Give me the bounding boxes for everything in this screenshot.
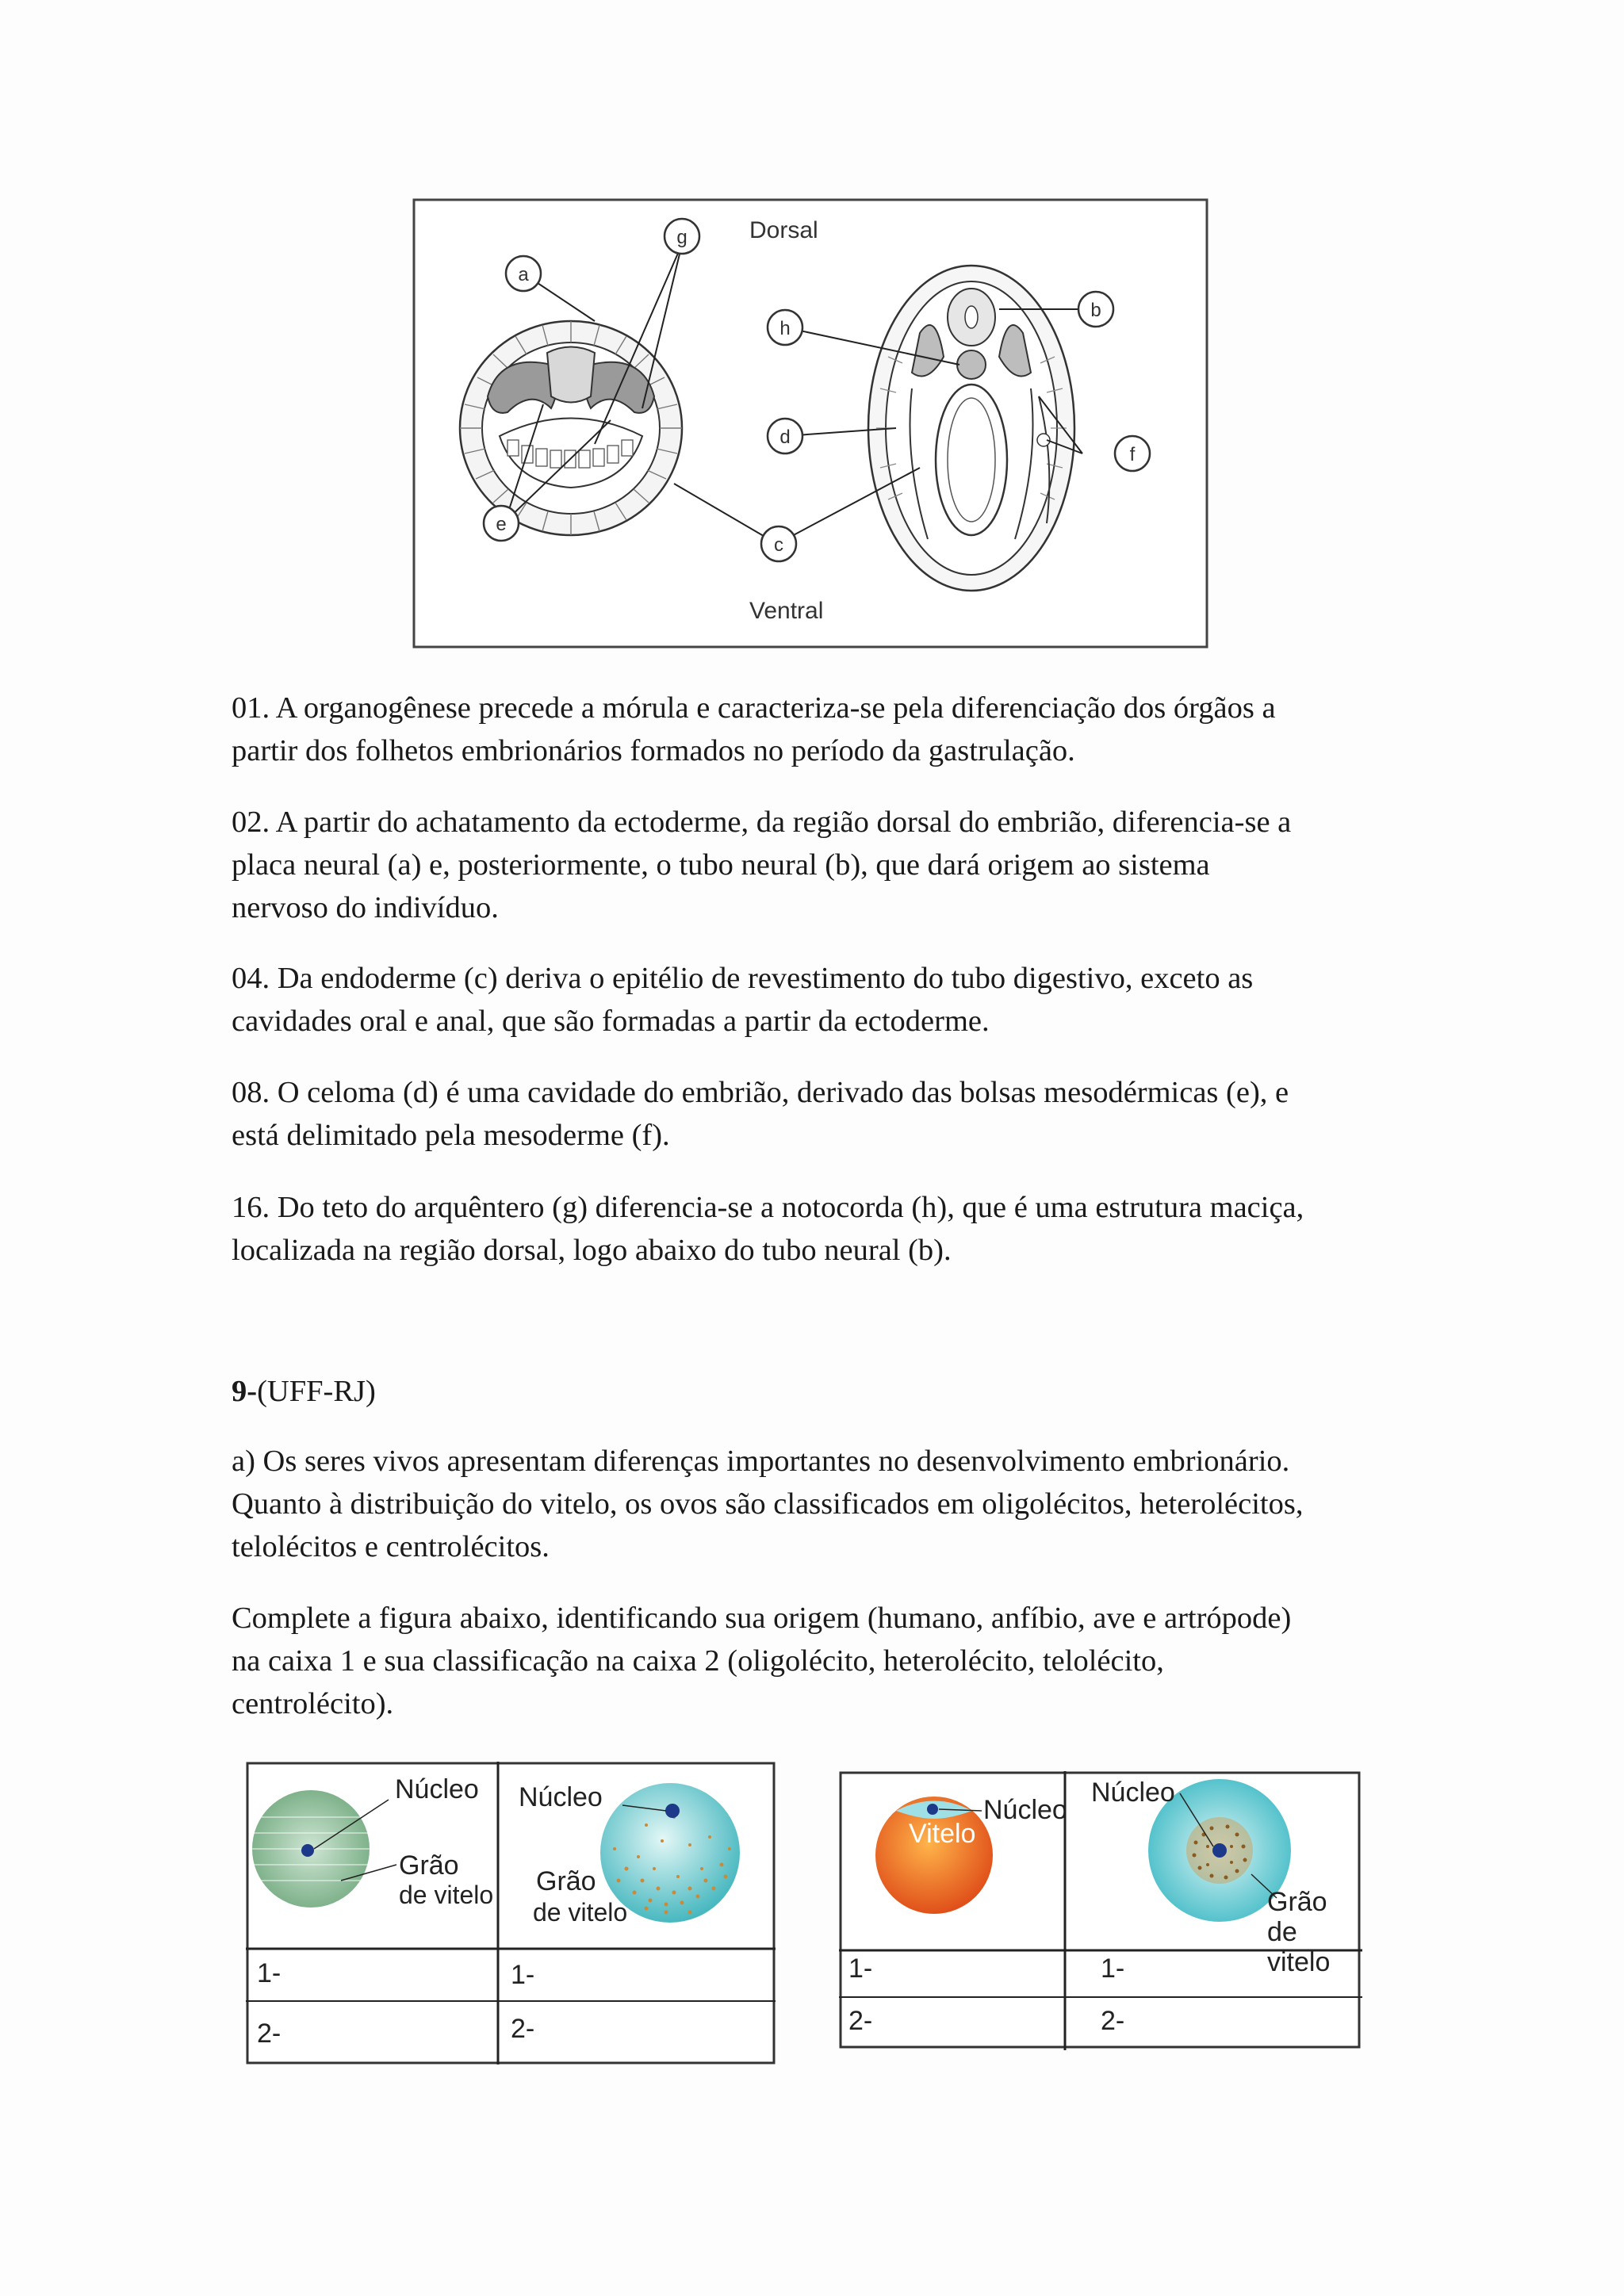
label-nucleo-4: Núcleo — [1091, 1777, 1175, 1808]
question-part-a — [232, 1440, 1405, 1568]
statement-02 — [232, 801, 1405, 929]
svg-text:h: h — [779, 318, 791, 339]
question-instruction — [232, 1597, 1405, 1725]
egg-telolecito-image — [875, 1797, 993, 1914]
part-a-line: a) Os seres vivos apresentam diferenças importantes no desenvolvimento embrionário. — [232, 1445, 1290, 1478]
statement-line: localizada na região dorsal, logo abaixo do tubo neural (b). — [232, 1234, 952, 1267]
svg-text:a: a — [518, 264, 529, 285]
label-nucleo-1: Núcleo — [395, 1774, 479, 1804]
statement-line: partir dos folhetos embrionários formados no período da gastrulação. — [232, 734, 1075, 767]
statement-line: 02. A partir do achatamento da ectoderme, da região dorsal do embrião, diferencia-se a — [232, 806, 1292, 839]
statement-line: placa neural (a) e, posteriormente, o tubo neural (b), que dará origem ao sistema — [232, 848, 1210, 882]
row-1-label: 1- — [511, 1960, 535, 1990]
part-a-line: telolécitos e centrolécitos. — [232, 1530, 550, 1563]
label-grao-1: Grão — [399, 1850, 459, 1881]
statement-line: 16. Do teto do arquêntero (g) diferencia-se a notocorda (h), que é uma estrutura maciça, — [232, 1191, 1304, 1224]
svg-text:d: d — [779, 427, 791, 448]
row-2-label: 2- — [257, 2019, 282, 2049]
row-1-label: 1- — [1101, 1954, 1125, 1984]
dorsal-label: Dorsal — [749, 217, 818, 243]
statement-line: 01. A organogênese precede a mórula e caracteriza-se pela diferenciação dos órgãos a — [232, 691, 1276, 725]
svg-text:g: g — [676, 227, 688, 248]
svg-text:e: e — [496, 514, 507, 535]
egg-table-right — [839, 1771, 1362, 2050]
row-2-label: 2- — [1101, 2006, 1125, 2036]
row-2-label: 2- — [848, 2006, 873, 2036]
svg-text:f: f — [1129, 444, 1136, 465]
statement-04 — [232, 957, 1405, 1043]
instruction-line: na caixa 1 e sua classificação na caixa 2 (oligolécito, heterolécito, telolécito, — [232, 1644, 1164, 1678]
label-vitelo: Vitelo — [909, 1819, 976, 1849]
statement-line: 04. Da endoderme (c) deriva o epitélio de revestimento do tubo digestivo, exceto as — [232, 962, 1254, 995]
statement-08 — [232, 1071, 1405, 1157]
statement-line: cavidades oral e anal, que são formadas a partir da ectoderme. — [232, 1004, 990, 1038]
svg-text:c: c — [774, 534, 783, 556]
question-number: 9- — [232, 1375, 258, 1408]
right-embryo-drawing — [868, 266, 1074, 591]
embryo-cross-section-figure — [412, 198, 1213, 650]
question-title — [232, 1370, 1405, 1413]
egg-table-left — [246, 1762, 776, 2064]
statement-line: está delimitado pela mesoderme (f). — [232, 1119, 670, 1152]
ventral-label: Ventral — [749, 598, 824, 624]
row-1-label: 1- — [257, 1958, 282, 1988]
label-de-vitelo-2: de vitelo — [533, 1898, 628, 1927]
svg-text:b: b — [1090, 300, 1101, 321]
statement-01 — [232, 687, 1405, 772]
label-nucleo-3: Núcleo — [983, 1795, 1067, 1825]
instruction-line: Complete a figura abaixo, identificando sua origem (humano, anfíbio, ave e artrópode) — [232, 1601, 1292, 1635]
statement-line: nervoso do indivíduo. — [232, 891, 499, 924]
label-nucleo-2: Núcleo — [519, 1782, 603, 1812]
instruction-line: centrolécito). — [232, 1687, 394, 1720]
statement-16 — [232, 1186, 1405, 1272]
question-source: (UFF-RJ) — [257, 1375, 376, 1408]
label-grao-de-vitelo: Grão de vitelo — [1267, 1887, 1331, 1977]
label-grao-2: Grão — [536, 1866, 596, 1896]
left-embryo-drawing — [460, 321, 682, 535]
row-2-label: 2- — [511, 2014, 535, 2044]
label-de-vitelo-1: de vitelo — [399, 1881, 494, 1909]
part-a-line: Quanto à distribuição do vitelo, os ovos são classificados em oligolécitos, heterolécitos, — [232, 1487, 1304, 1521]
statement-line: 08. O celoma (d) é uma cavidade do embrião, derivado das bolsas mesodérmicas (e), e — [232, 1076, 1289, 1109]
row-1-label: 1- — [848, 1954, 873, 1984]
